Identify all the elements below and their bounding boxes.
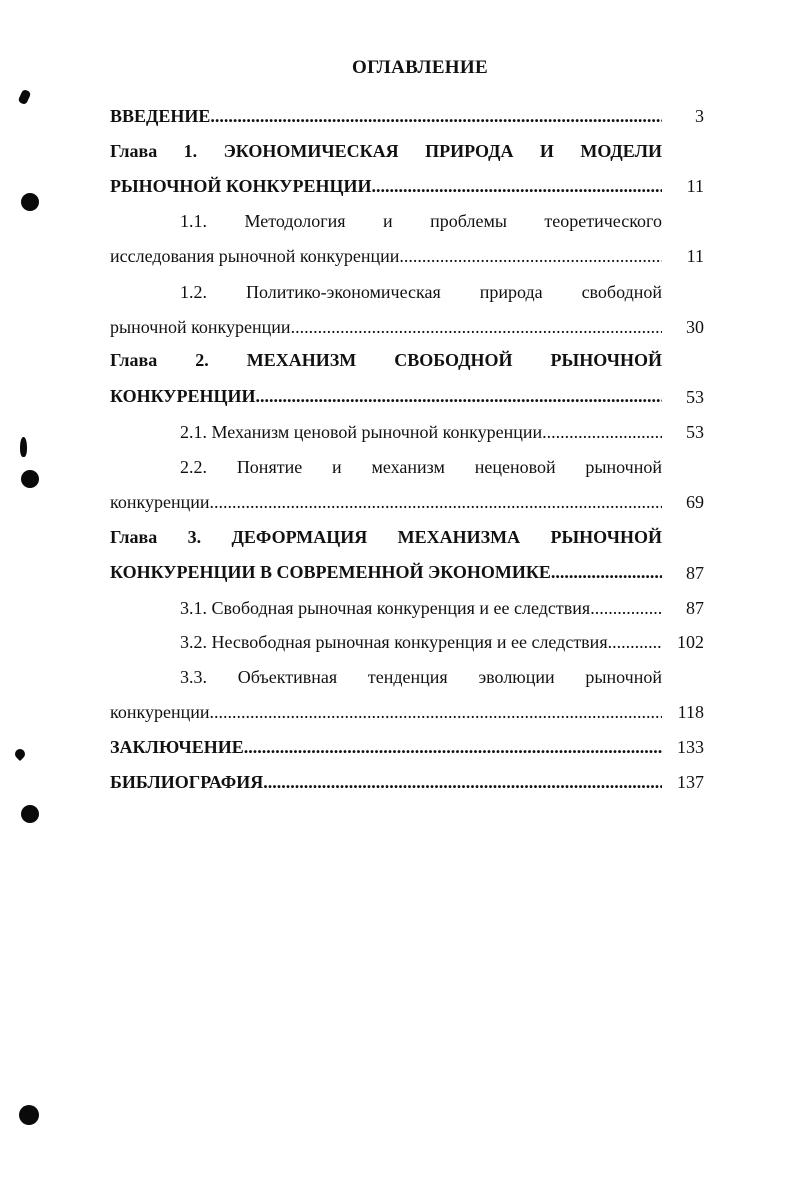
toc-entry-label: конкуренции	[110, 702, 210, 722]
toc-page-number: 133	[677, 737, 704, 757]
word: Объективная	[237, 667, 338, 687]
toc-entry-3-3-line1[interactable]	[180, 665, 662, 689]
toc-page-number: 87	[686, 598, 704, 618]
word: и	[332, 457, 342, 477]
toc-page-number: 11	[686, 176, 704, 196]
word: 1.2.	[180, 282, 207, 302]
toc-entry-label: 3.1. Свободная рыночная конкуренция и ее следствия	[180, 598, 591, 618]
word: 1.	[183, 141, 198, 161]
punch-hole	[21, 805, 39, 823]
word: тенденция	[367, 667, 448, 687]
toc-page-number: 137	[677, 772, 704, 792]
toc-page-number: 11	[686, 246, 704, 266]
word: Понятие	[236, 457, 303, 477]
word: 2.2.	[180, 457, 207, 477]
word: Глава	[110, 350, 158, 370]
toc-entry-2-1[interactable]	[180, 420, 662, 444]
word: 2.	[195, 350, 209, 370]
word: 3.3.	[180, 667, 207, 687]
toc-entry-chapter-3-line2[interactable]	[110, 560, 662, 584]
toc-entry-introduction[interactable]	[110, 104, 662, 128]
toc-entry-2-2-line2[interactable]	[110, 490, 662, 514]
word: теоретического	[544, 211, 662, 231]
word: 1.1.	[180, 211, 207, 231]
word: Методология	[244, 211, 346, 231]
toc-page-number: 30	[686, 317, 704, 337]
toc-page-number: 87	[686, 563, 704, 583]
toc-entry-3-1[interactable]	[180, 596, 662, 620]
punch-hole	[21, 193, 39, 211]
word: Глава	[110, 527, 158, 547]
word: Глава	[110, 141, 158, 161]
toc-entry-label: РЫНОЧНОЙ КОНКУРЕНЦИИ	[110, 176, 372, 196]
ink-mark	[17, 89, 31, 105]
ink-mark	[13, 747, 27, 761]
toc-entry-label: ВВЕДЕНИЕ	[110, 106, 211, 126]
toc-page-number: 118	[677, 702, 704, 722]
toc-page-number: 69	[686, 492, 704, 512]
toc-entry-1-2-line2[interactable]	[110, 315, 662, 339]
toc-entry-label: рыночной конкуренции	[110, 317, 291, 337]
toc-page-number: 53	[686, 387, 704, 407]
ink-mark	[20, 437, 27, 457]
toc-entry-label: ЗАКЛЮЧЕНИЕ	[110, 737, 244, 757]
toc-entry-chapter-1-line2[interactable]	[110, 174, 662, 198]
word: ЭКОНОМИЧЕСКАЯ	[223, 141, 399, 161]
word: РЫНОЧНОЙ	[550, 527, 662, 547]
word: ПРИРОДА	[425, 141, 514, 161]
toc-title: ОГЛАВЛЕНИЕ	[352, 57, 488, 78]
word: свободной	[581, 282, 662, 302]
toc-entry-3-3-line2[interactable]	[110, 700, 662, 724]
toc-entry-label: КОНКУРЕНЦИИ В СОВРЕМЕННОЙ ЭКОНОМИКЕ	[110, 562, 551, 582]
toc-entry-1-1-line1[interactable]	[180, 209, 662, 233]
toc-entry-chapter-2-line2[interactable]	[110, 384, 662, 408]
word: и	[383, 211, 393, 231]
toc-entry-chapter-3-line1[interactable]	[110, 525, 662, 549]
toc-entry-3-2[interactable]	[180, 630, 662, 654]
toc-entry-label: БИБЛИОГРАФИЯ	[110, 772, 264, 792]
toc-page-number: 3	[695, 106, 704, 126]
word: проблемы	[430, 211, 507, 231]
word: РЫНОЧНОЙ	[550, 350, 662, 370]
word: МЕХАНИЗМА	[397, 527, 521, 547]
toc-entry-chapter-2-line1[interactable]	[110, 348, 662, 372]
word: СВОБОДНОЙ	[394, 350, 513, 370]
toc-entry-label: КОНКУРЕНЦИИ	[110, 386, 256, 406]
toc-entry-1-1-line2[interactable]	[110, 244, 662, 268]
word: механизм	[371, 457, 445, 477]
toc-entry-label: исследования рыночной конкуренции	[110, 246, 400, 266]
toc-entry-conclusion[interactable]	[110, 735, 662, 759]
word: рыночной	[585, 667, 662, 687]
toc-page-number: 102	[677, 632, 704, 652]
punch-hole	[21, 470, 39, 488]
word: эволюции	[478, 667, 555, 687]
word: ДЕФОРМАЦИЯ	[231, 527, 368, 547]
word: 3.	[187, 527, 202, 547]
toc-entry-chapter-1-line1[interactable]	[110, 139, 662, 163]
word: МОДЕЛИ	[580, 141, 662, 161]
word: рыночной	[585, 457, 662, 477]
toc-entry-label: 3.2. Несвободная рыночная конкуренция и ее следствия	[180, 632, 608, 652]
punch-hole	[19, 1105, 39, 1125]
word: Политико-экономическая	[245, 282, 441, 302]
toc-entry-label: 2.1. Механизм ценовой рыночной конкуренции	[180, 422, 543, 442]
word: И	[539, 141, 554, 161]
word: неценовой	[474, 457, 556, 477]
word: природа	[479, 282, 543, 302]
toc-entry-label: конкуренции	[110, 492, 210, 512]
toc-page-number: 53	[686, 422, 704, 442]
toc-entry-1-2-line1[interactable]	[180, 280, 662, 304]
toc-entry-2-2-line1[interactable]	[180, 455, 662, 479]
toc-entry-bibliography[interactable]	[110, 770, 662, 794]
word: МЕХАНИЗМ	[246, 350, 357, 370]
